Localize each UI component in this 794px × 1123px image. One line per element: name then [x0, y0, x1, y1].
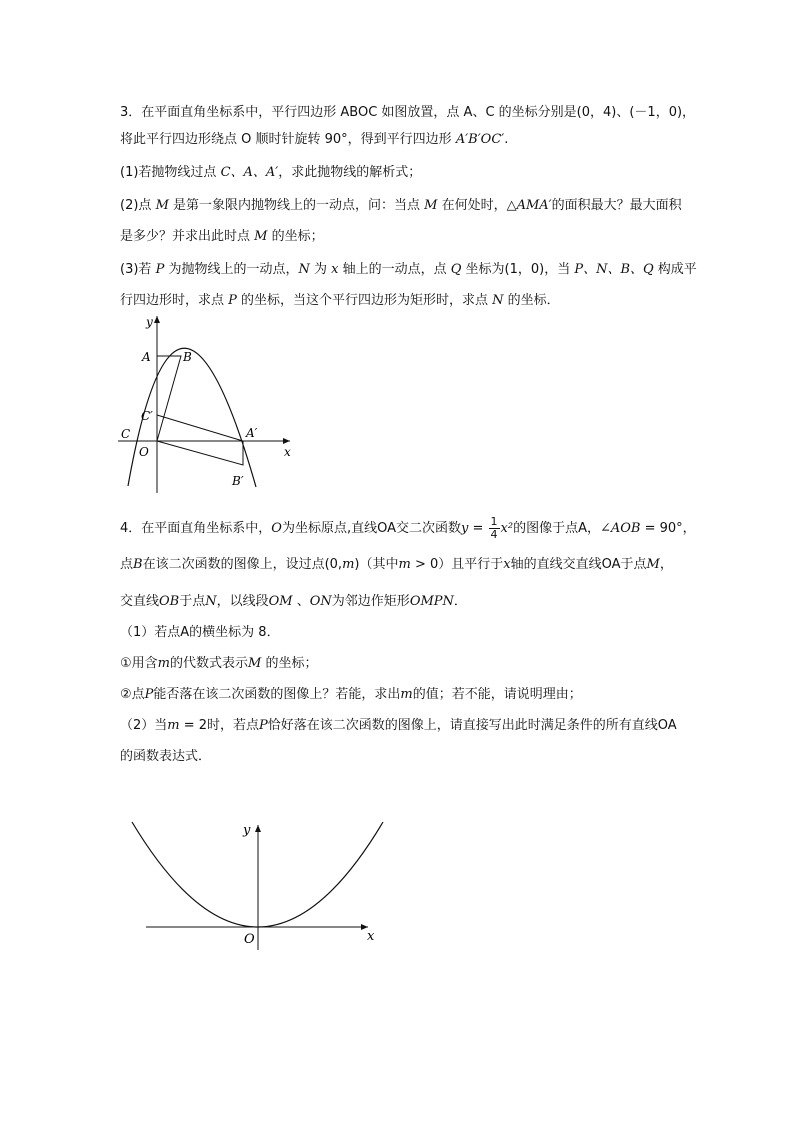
p3-label-c-prime: C′ — [141, 409, 153, 423]
p4-line-3: 交直线OB于点N，以线段OM 、ON为邻边作矩形OMPN． — [120, 594, 467, 609]
p3-label-o: O — [139, 445, 149, 459]
p4-label-x: x — [367, 929, 375, 944]
p4-line-7: （2）当m = 2时，若点P恰好落在该二次函数的图像上，请直接写出此时满足条件的所有直线OA — [120, 718, 677, 733]
p3-label-c: C — [121, 427, 131, 441]
p4-line-8: 的函数表达式． — [120, 749, 212, 764]
p3-line-4: (2)点 M 是第一象限内抛物线上的一动点，问：当点 M 在何处时，△AMA′的面积最大？最大面积 — [120, 198, 682, 213]
p3-line-1: 3．在平面直角坐标系中，平行四边形 ABOC 如图放置，点 A、C 的坐标分别是(0，4)、(－1，0)， — [120, 105, 696, 120]
p3-line-3: (1)若抛物线过点 C、A、A′，求此抛物线的解析式； — [120, 165, 422, 180]
p4-line-2: 点B在该二次函数的图像上，设过点(0,m)（其中m > 0）且平行于x轴的直线交直线OA于点M， — [120, 557, 673, 572]
p4-line-1: 4．在平面直角坐标系中，O为坐标原点,直线OA交二次函数y = $\frac{1}{4}$ x²的图像于点A，∠AOB = 90°， — [120, 515, 696, 541]
p4-line-4: （1）若点A的横坐标为 8． — [120, 625, 280, 640]
p3-line-5: 是多少？并求出此时点 M 的坐标； — [120, 229, 324, 244]
p3-line-7: 行四边形时，求点 P 的坐标，当这个平行四边形为矩形时，求点 N 的坐标． — [120, 293, 560, 308]
p3-label-x: x — [284, 445, 291, 459]
p4-fraction: $\frac{1}{4}$ — [490, 515, 498, 541]
p3-label-b-prime: B′ — [232, 474, 244, 488]
p3-parallelogram-rotated — [157, 415, 243, 465]
p3-label-y: y — [146, 315, 153, 329]
p3-line-6: (3)若 P 为抛物线上的一动点，N 为 x 轴上的一动点，点 Q 坐标为(1，0)，当 P、N、B、Q 构成平 — [120, 262, 697, 277]
p3-label-b: B — [183, 350, 192, 364]
p4-line-5: ①用含m的代数式表示M 的坐标； — [120, 656, 318, 671]
p4-label-y: y — [243, 823, 251, 838]
p3-label-a: A — [142, 350, 151, 364]
p4-figure — [120, 812, 390, 952]
p3-line-2: 将此平行四边形绕点 O 顺时针旋转 90°，得到平行四边形 A′B′OC′. — [120, 132, 509, 147]
p4-line-6: ②点P能否落在该二次函数的图像上？若能，求出m的值；若不能，请说明理由； — [120, 687, 582, 702]
p3-figure — [110, 308, 300, 493]
p3-label-a-prime: A′ — [246, 426, 258, 440]
p4-label-o: O — [244, 932, 255, 947]
